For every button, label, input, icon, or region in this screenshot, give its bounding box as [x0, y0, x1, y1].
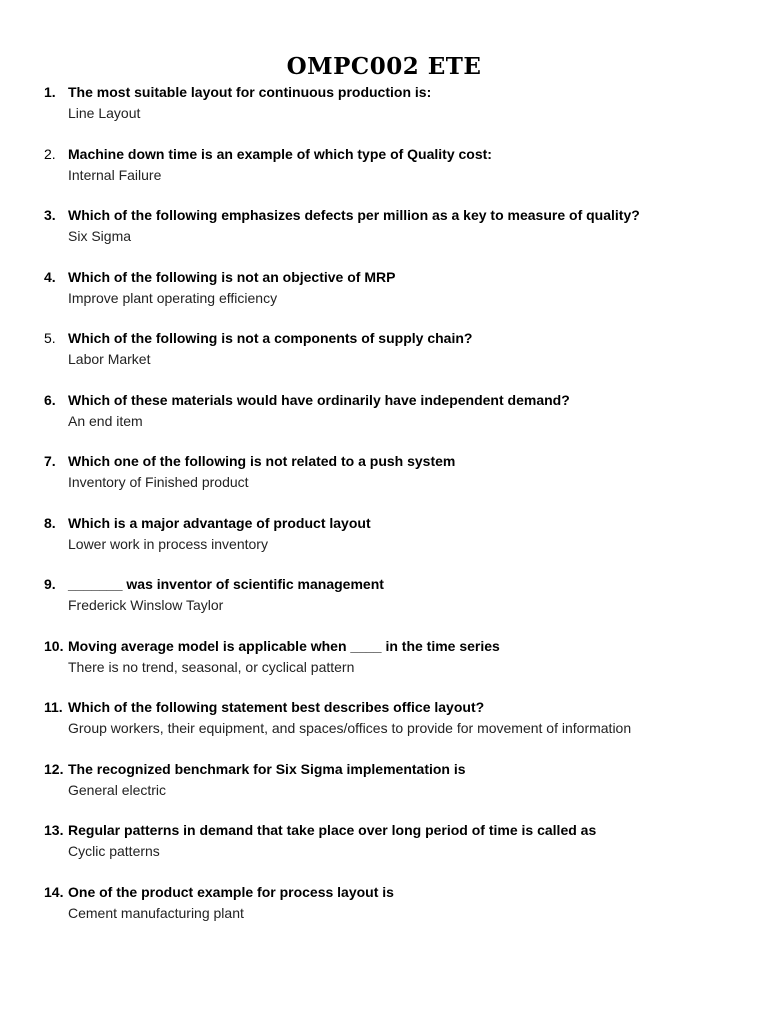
- question-line: [44, 820, 734, 841]
- answer-text: Cement manufacturing plant: [68, 904, 244, 921]
- question-item-11: [44, 697, 734, 759]
- question-item-1: [44, 82, 734, 144]
- question-item-10: [44, 636, 734, 698]
- question-line: [44, 759, 734, 780]
- question-item-9: [44, 574, 734, 636]
- question-number: 3.: [44, 207, 56, 223]
- question-line: [44, 144, 734, 165]
- question-item-7: [44, 451, 734, 513]
- question-text: Which of the following is not an objective of MRP: [68, 268, 396, 285]
- question-text: Which of the following is not a components of supply chain?: [68, 330, 473, 346]
- question-item-8: [44, 513, 734, 575]
- question-line: [44, 882, 734, 903]
- question-item-12: [44, 759, 734, 821]
- question-item-4: [44, 267, 734, 329]
- question-number: 14.: [44, 883, 64, 900]
- question-text: Machine down time is an example of which type of Quality cost:: [68, 145, 492, 162]
- question-item-14: [44, 882, 734, 944]
- answer-text: Group workers, their equipment, and spaces/offices to provide for movement of information: [68, 720, 632, 736]
- question-text: Which of these materials would have ordinarily have independent demand?: [68, 391, 570, 408]
- question-list: [44, 82, 734, 943]
- question-number: 1.: [44, 84, 56, 100]
- question-item-13: [44, 820, 734, 882]
- question-line: [44, 636, 734, 657]
- document-title: OMPC002 ETE: [286, 53, 482, 80]
- question-text: The most suitable layout for continuous production is:: [68, 84, 432, 100]
- question-text: Regular patterns in demand that take place over long period of time is called as: [68, 822, 597, 838]
- answer-text: General electric: [68, 781, 167, 798]
- answer-text: Lower work in process inventory: [68, 535, 268, 552]
- question-text: Which is a major advantage of product layout: [68, 514, 371, 531]
- question-text: Which of the following statement best describes office layout?: [68, 699, 485, 715]
- answer-text: Internal Failure: [68, 166, 162, 183]
- question-line: [44, 451, 734, 472]
- answer-text: There is no trend, seasonal, or cyclical pattern: [68, 658, 355, 675]
- question-text: The recognized benchmark for Six Sigma implementation is: [68, 760, 466, 777]
- question-line: [44, 328, 734, 349]
- answer-text: An end item: [68, 412, 143, 429]
- answer-text: Frederick Winslow Taylor: [68, 597, 224, 613]
- question-line: [44, 82, 734, 103]
- question-number: 4.: [44, 268, 56, 285]
- question-line: [44, 267, 734, 288]
- question-number: 8.: [44, 514, 56, 531]
- question-line: [44, 697, 734, 718]
- question-item-2: [44, 144, 734, 206]
- question-number: 5.: [44, 330, 56, 346]
- answer-text: Improve plant operating efficiency: [68, 289, 278, 306]
- question-text: Moving average model is applicable when ____ in the time series: [68, 637, 500, 654]
- question-number: 7.: [44, 453, 56, 469]
- question-line: [44, 513, 734, 534]
- question-line: [44, 574, 734, 595]
- question-item-5: [44, 328, 734, 390]
- question-number: 6.: [44, 391, 56, 408]
- question-number: 11.: [44, 699, 63, 715]
- question-line: [44, 390, 734, 411]
- answer-text: Six Sigma: [68, 228, 132, 244]
- question-item-3: [44, 205, 734, 267]
- answer-text: Inventory of Finished product: [68, 474, 249, 490]
- answer-text: Cyclic patterns: [68, 843, 160, 859]
- question-line: [44, 205, 734, 226]
- question-text: Which one of the following is not related to a push system: [68, 453, 456, 469]
- question-text: One of the product example for process layout is: [68, 883, 394, 900]
- question-number: 12.: [44, 760, 64, 777]
- answer-text: Line Layout: [68, 105, 141, 121]
- question-text: _______ was inventor of scientific management: [68, 576, 384, 592]
- question-number: 13.: [44, 822, 64, 838]
- question-number: 10.: [44, 637, 64, 654]
- question-item-6: [44, 390, 734, 452]
- question-number: 9.: [44, 576, 56, 592]
- question-number: 2.: [44, 145, 56, 162]
- question-text: Which of the following emphasizes defects per million as a key to measure of quality?: [68, 207, 640, 223]
- answer-text: Labor Market: [68, 351, 151, 367]
